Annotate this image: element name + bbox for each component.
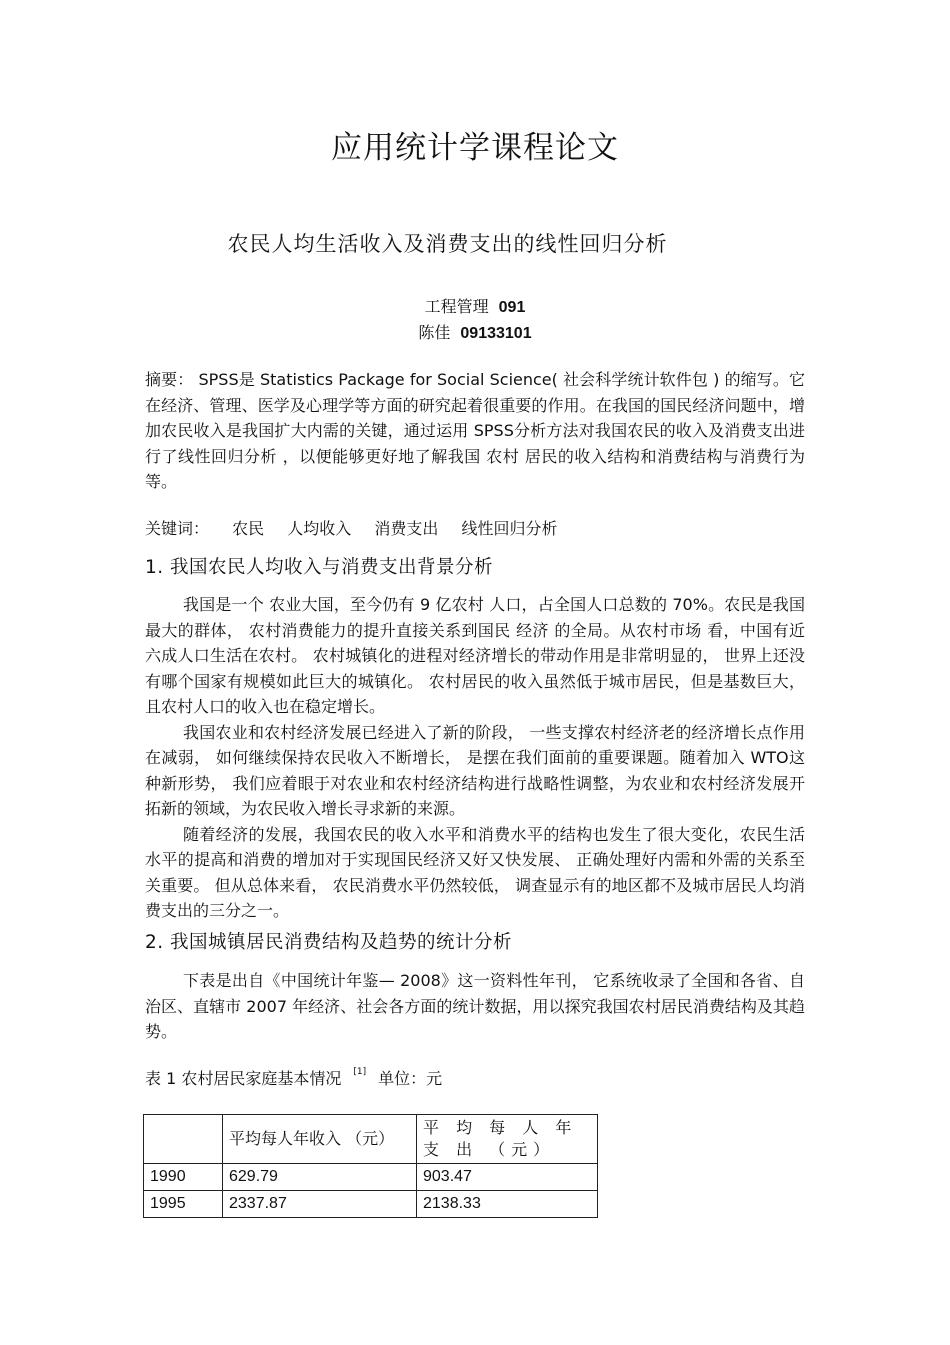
author-value: 09133101 [460,325,532,342]
table-caption-text: 表 1 农村居民家庭基本情况 [145,1069,342,1088]
author-label: 工程管理 [424,297,489,316]
paragraph: 下表是出自《中国统计年鉴— 2008》这一资料性年刊， 它系统收录了全国和各省、自治区、直辖市 2007 年经济、社会各方面的统计数据，用以探究我国农村居民消费结构及其趋势。 [145,971,805,1041]
section-heading-2: 2. 我国城镇居民消费结构及趋势的统计分析 [145,932,513,953]
author-line-class [0,294,950,317]
table-header-row [144,1115,598,1164]
author-value: 091 [498,299,526,316]
author-label: 陈佳 [418,323,451,342]
paper-title: 应用统计学课程论文 [331,130,619,166]
keyword-item: 农民 [232,519,265,538]
paragraph: 随着经济的发展，我国农民的收入水平和消费水平的结构也发生了很大变化，农民生活水平的提高和消费的增加对于实现国民经济又好又快发展、 正确处理好内需和外需的关系至关重要。 但从总体来看， 农民消费水平仍然较低， 调查显示有的地区都不及城市居民人均消费支出的三分之一。 [145,824,805,920]
table-row [144,1164,598,1191]
keyword-item: 人均收入 [287,519,352,538]
paragraph: 我国是一个 农业大国，至今仍有 9 亿农村 人口，占全国人口总数的 70%。农民是我国最大的群体， 农村消费能力的提升直接关系到国民 经济 的全局。从农村市场 看，中国有近六成人口生活在农村。 农村城镇化的进程对经济增长的带动作用是非常明显的， 世界上还没有哪个国家有规模如此巨大的城镇化。 农村居民的收入虽然低于城市居民，但是基数巨大，且农村人口的收入也在稳定增长。 [145,595,805,716]
keywords [145,516,805,542]
table-header-cell: 平均每人年收入 （元） [223,1115,417,1164]
data-table [143,1114,598,1218]
keyword-item: 线性回归分析 [461,519,558,538]
table-unit: 单位：元 [378,1069,443,1088]
section-heading-1: 1. 我国农民人均收入与消费支出背景分析 [145,557,494,578]
keyword-item: 消费支出 [374,519,439,538]
table-cell-expense: 903.47 [417,1164,598,1191]
author-line-name [0,320,950,343]
table-cell-expense: 2138.33 [417,1191,598,1218]
paragraph: 我国农业和农村经济发展已经进入了新的阶段， 一些支撑农村经济老的经济增长点作用在减弱， 如何继续保持农民收入不断增长， 是摆在我们面前的重要课题。随着加入 WTO这种新形势， 我们应着眼于对农业和农村经济结构进行战略性调整，为农业和农村经济发展开拓新的领域，为农民收入增长寻求新的来源。 [145,722,805,818]
citation-ref: [1] [353,1067,367,1077]
section-body-2 [145,968,805,1045]
table-header-cell: 平 均 每 人 年 支 出 （元） [417,1115,598,1164]
abstract: 摘要： SPSS是 Statistics Package for Social Science( 社会科学统计软件包 ) 的缩写。它在经济、管理、医学及心理学等方面的研究起着很重要的作用。在我国的国民经济问题中，增加农民收入是我国扩大内需的关键，通过运用 SPSS分析方法对我国农民的收入及消费支出进行了线性回归分析 ，以便能够更好地了解我国 农村 居民的收入结构和消费结构与消费行为等。 [145,370,805,491]
table-caption [145,1066,442,1089]
table-cell-year: 1990 [144,1164,223,1191]
table-cell-year: 1995 [144,1191,223,1218]
table-row [144,1191,598,1218]
table-cell-income: 2337.87 [223,1191,417,1218]
section-body-1 [145,592,805,924]
table-header-cell [144,1115,223,1164]
keywords-label: 关键词： [145,519,210,538]
paper-subtitle: 农民人均生活收入及消费支出的线性回归分析 [227,232,668,256]
table-cell-income: 629.79 [223,1164,417,1191]
